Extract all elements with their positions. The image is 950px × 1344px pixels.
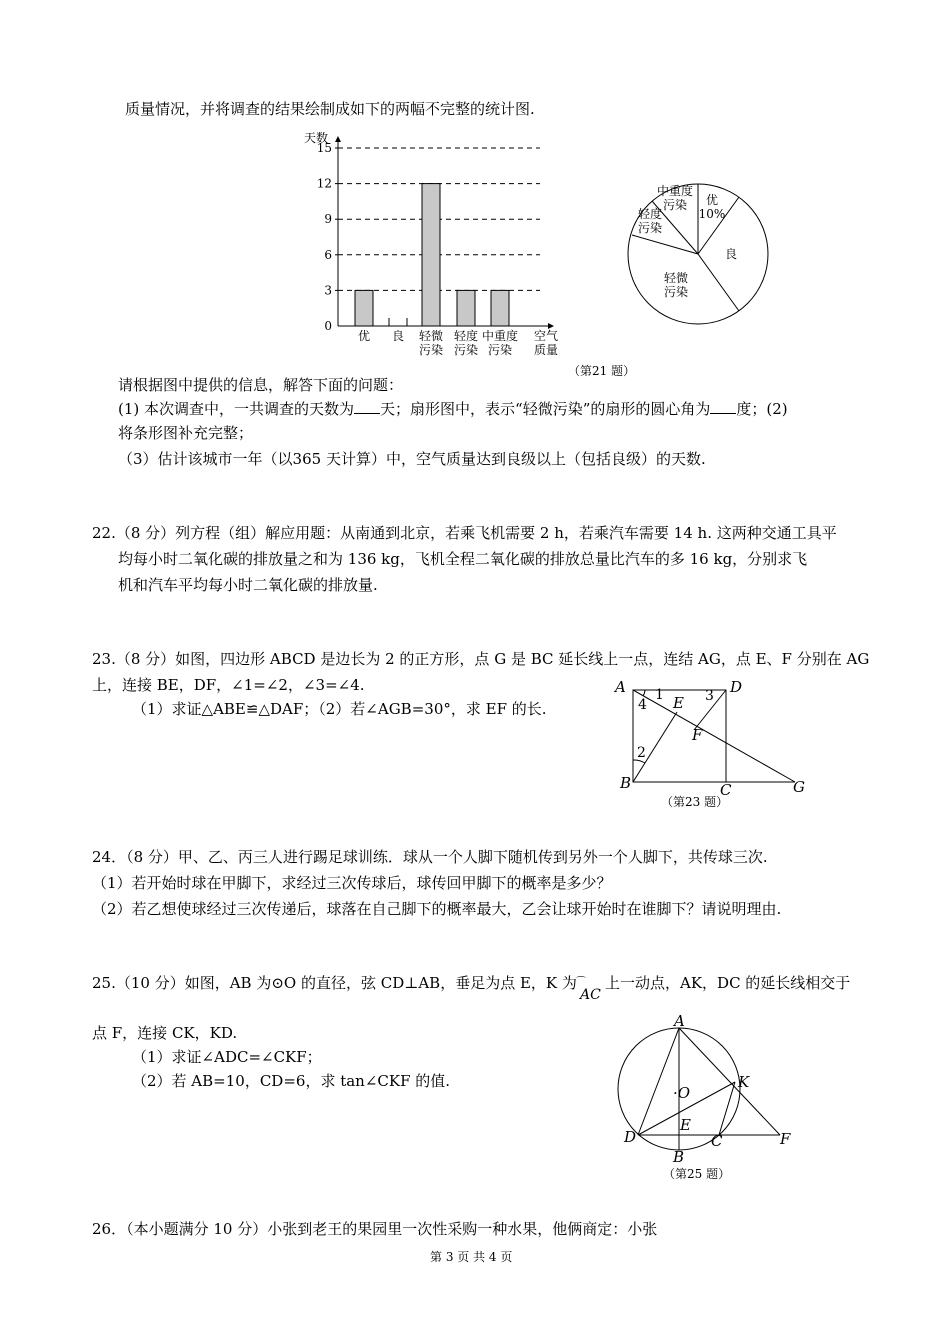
q22-line1: 22.（8 分）列方程（组）解应用题：从南通到北京，若乘飞机需要 2 h，若乘汽车需要 14 h. 这两种交通工具平 [92, 524, 837, 542]
q23-line2: 上，连接 BE，DF，∠1=∠2，∠3=∠4. [92, 676, 365, 694]
pie-slice-label: 轻度 [637, 207, 663, 221]
pie-slice-label: 10% [698, 207, 726, 221]
category-label: 轻微 [418, 329, 444, 343]
label-G: G [793, 778, 805, 796]
y-tick-label: 9 [324, 212, 332, 227]
label-O: ·O [673, 1084, 691, 1102]
q21-p1a: (1) 本次调查中，一共调查的天数为 [118, 400, 355, 418]
category-label: 污染 [453, 343, 479, 357]
pie-slice-label: 污染 [662, 198, 688, 212]
q21-part1-cont: 将条形图补充完整； [118, 424, 254, 442]
label-C: C [711, 1132, 723, 1150]
label-angle1: 1 [655, 687, 664, 703]
category-label: 污染 [418, 343, 444, 357]
q21-part3: （3）估计该城市一年（以365 天计算）中，空气质量达到良级以上（包括良级）的天数. [118, 450, 706, 468]
label-A: A [615, 678, 626, 696]
y-axis-label: 天数 [304, 131, 329, 145]
q25-line3: （1）求证∠ADC=∠CKF； [132, 1048, 322, 1066]
label-B: B [620, 774, 632, 792]
category-label: 轻度 [453, 329, 479, 343]
category-label: 优 [357, 329, 371, 343]
line-ad [638, 1028, 679, 1135]
label-angle4: 4 [638, 697, 647, 713]
q24-line2: （1）若开始时球在甲脚下，求经过三次传球后，球传回甲脚下的概率是多少？ [92, 874, 612, 892]
q21-p1c: 度；(2) [736, 400, 788, 418]
q25-caption: （第25 题） [663, 1167, 731, 1181]
label-F: F [780, 1130, 791, 1148]
page-footer: 第 3 页 共 4 页 [430, 1250, 513, 1264]
y-tick-label: 0 [324, 319, 332, 333]
label-angle3: 3 [705, 688, 714, 704]
q21-p1b: 天；扇形图中，表示“轻微污染”的扇形的圆心角为 [380, 400, 711, 418]
label-A: A [674, 1012, 685, 1030]
pie-slice-label: 良 [724, 247, 738, 261]
pie-slice-label: 污染 [663, 285, 689, 299]
q23-caption: （第23 题） [661, 795, 729, 809]
q25-line2: 点 F，连接 CK，KD. [92, 1024, 238, 1042]
y-tick-label: 15 [316, 141, 332, 155]
label-D: D [730, 678, 743, 696]
label-E: E [673, 694, 684, 712]
q24-line1: 24．（8 分）甲、乙、丙三人进行踢足球训练．球从一个人脚下随机传到另外一个人脚下，共传球三次. [92, 848, 768, 866]
line-af [679, 1028, 780, 1135]
x-axis-label: 空气 [533, 329, 559, 343]
q21-prompt: 请根据图中提供的信息，解答下面的问题： [118, 376, 404, 394]
q23-line1: 23.（8 分）如图，四边形 ABCD 是边长为 2 的正方形，点 G 是 BC 延长线上一点，连结 AG，点 E、F 分别在 AG [92, 650, 870, 668]
label-angle2: 2 [637, 745, 646, 761]
pie-slice-label: 中重度 [656, 184, 694, 198]
pie-slice-label: 轻微 [663, 271, 689, 285]
y-tick-label: 3 [324, 283, 332, 298]
q23-line3: （1）求证△ABE≌△DAF；（2）若∠AGB=30°，求 EF 的长. [132, 700, 547, 718]
q25-line4: （2）若 AB=10，CD=6，求 tan∠CKF 的值. [132, 1072, 451, 1090]
y-tick-label: 6 [324, 247, 332, 262]
category-label: 良 [391, 329, 405, 343]
label-B: B [673, 1148, 685, 1166]
q25-line1b: 上一动点，AK，DC 的延长线相交于 [605, 974, 851, 992]
q25-line1a: 25.（10 分）如图，AB 为⊙O 的直径，弦 CD⊥AB，垂足为点 E，K 为 [92, 974, 577, 992]
q21-caption: （第21 题） [568, 364, 636, 378]
q22-line3: 机和汽车平均每小时二氧化碳的排放量. [118, 576, 378, 594]
pie-slice-label: 优 [705, 193, 719, 207]
category-label: 污染 [487, 343, 513, 357]
q26-line1: 26．（本小题满分 10 分）小张到老王的果园里一次性采购一种水果，他俩商定：小张 [92, 1220, 658, 1238]
q24-line3: （2）若乙想使球经过三次传递后，球落在自己脚下的概率最大，乙会让球开始时在谁脚下？请说明理由. [92, 900, 782, 918]
label-D: D [624, 1128, 637, 1146]
label-K: K [738, 1073, 750, 1091]
q25-arc-ac: AC [580, 987, 601, 1003]
label-F: F [692, 726, 703, 744]
y-tick-label: 12 [316, 176, 332, 191]
q21-intro: 质量情况，并将调查的结果绘制成如下的两幅不完整的统计图. [125, 100, 535, 118]
label-E: E [680, 1116, 691, 1134]
pie-slice-label: 污染 [637, 221, 663, 235]
label-C: C [720, 781, 732, 799]
q22-line2: 均每小时二氧化碳的排放量之和为 136 kg，飞机全程二氧化碳的排放总量比汽车的多 16 kg，分别求飞 [118, 550, 808, 568]
category-label: 中重度 [481, 329, 519, 343]
arc-mark: ⌒ [576, 977, 586, 988]
x-axis-label: 质量 [533, 343, 559, 357]
